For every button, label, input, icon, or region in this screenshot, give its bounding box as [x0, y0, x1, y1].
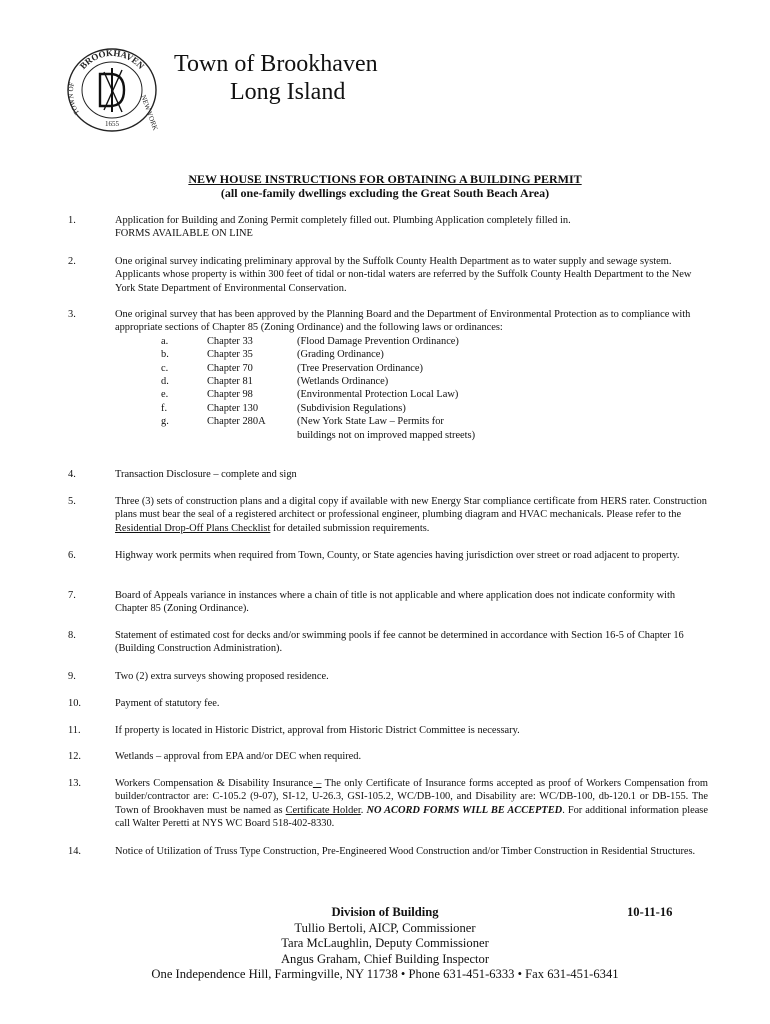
item-text: The only Certificate of Insurance forms accepted as proof of Workers Compensation from builder/contractor are: C-105.2 (9-07), SI-12, U-26.3, GSI-105.2, WC/DB-100, and Disability are: WC/DB-100, db-120.1 or DB-155. The Town of Brookhaven must be named as: [115, 778, 708, 816]
seal-text-top: BROOKHAVEN: [77, 47, 147, 71]
item-number: 9.: [68, 671, 76, 682]
item-text-end: for detailed submission requirements.: [270, 522, 430, 534]
item-number: 12.: [68, 751, 81, 762]
certificate-holder: Certificate Holder: [285, 804, 361, 816]
item-text-forms-online: FORMS AVAILABLE ON LINE: [115, 228, 253, 240]
item-text-contact: . For additional information please call Walter Peretti at NYS WC Board 518-402-8330.: [115, 804, 708, 830]
town-seal-logo: [62, 44, 162, 134]
town-name: Town of Brookhaven: [174, 51, 378, 77]
item-number: 2.: [68, 256, 76, 267]
sub-item-a: a. Chapter 33 (Flood Damage Prevention Ordinance): [161, 335, 459, 347]
sub-item-g-continued: buildings not on improved mapped streets): [297, 429, 476, 441]
item-number: 1.: [68, 215, 76, 226]
item-text: Two (2) extra surveys showing proposed residence.: [115, 671, 329, 682]
item-text: Application for Building and Zoning Permit completely filled out. Plumbing Application completely filled in.: [115, 215, 571, 226]
item-number: 14.: [68, 846, 81, 857]
acord-warning: NO ACORD FORMS WILL BE ACCEPTED: [366, 804, 563, 816]
item-number: 4.: [68, 469, 76, 480]
item-text: One original survey indicating preliminary approval by the Suffolk County Health Department as to water supply and sewage system. Applicants whose property is within 300 feet of tidal or non-tidal waters are referred by the Suffolk County Health Department to the New York State Department of Environmental Conservation.: [115, 256, 692, 294]
item-number: 11.: [68, 725, 81, 736]
list-item-14: [68, 845, 708, 858]
chief-inspector: Angus Graham, Chief Building Inspector: [280, 951, 490, 966]
deputy-commissioner: Tara McLaughlin, Deputy Commissioner: [281, 936, 489, 951]
list-item-11: [68, 724, 708, 737]
sub-item-e: e. Chapter 98 (Environmental Protection Local Law): [161, 389, 459, 401]
list-item-6: [68, 549, 708, 562]
item-text: Highway work permits when required from Town, County, or State agencies having jurisdiction over street or road adjacent to property.: [115, 550, 680, 561]
list-item-9: [68, 670, 708, 683]
commissioner: Tullio Bertoli, AICP, Commissioner: [294, 920, 476, 935]
item-number: 6.: [68, 550, 76, 561]
item-text: One original survey that has been approved by the Planning Board and the Department of Environmental Protection as to compliance with appropriate sections of Chapter 85 (Zoning Ordinance) and the following laws or ordinances:: [115, 309, 691, 334]
item-text: Transaction Disclosure – complete and sign: [115, 469, 297, 480]
contact-address: One Independence Hill, Farmingville, NY 11738 • Phone 631-451-6333 • Fax 631-451-6341: [151, 967, 619, 982]
list-item-5: [68, 495, 708, 535]
seal-text-right: NEW YORK: [139, 93, 160, 132]
sub-item-g: g. Chapter 280A (New York State Law – Permits for: [161, 416, 444, 428]
list-item-10: [68, 697, 708, 710]
heading-dash: –: [312, 778, 322, 789]
punctuation: .: [360, 804, 367, 816]
list-item-12: [68, 750, 708, 763]
list-item-7: [68, 589, 708, 616]
plans-checklist-link[interactable]: Residential Drop-Off Plans Checklist: [115, 522, 271, 534]
document-subtitle: (all one-family dwellings excluding the Great South Beach Area): [220, 186, 550, 200]
division-name: Division of Building: [331, 905, 439, 919]
item-text: Three (3) sets of construction plans and a digital copy if available with new Energy Star compliance certificate from HERS rater. Construction plans must bear the seal of a registered architect or professional engineer, plumbing diagram and HVAC mechanicals. Please refer to the: [115, 496, 707, 521]
sub-item-f: f. Chapter 130 (Subdivision Regulations): [161, 402, 406, 414]
item-number: 10.: [68, 698, 81, 709]
list-item-2: [68, 255, 708, 295]
item-text: If property is located in Historic District, approval from Historic District Committee is necessary.: [115, 725, 520, 736]
svg-text:BROOKHAVEN: [78, 48, 147, 71]
list-item-13: [68, 777, 708, 831]
item-number: 7.: [68, 590, 76, 601]
item-text: Notice of Utilization of Truss Type Construction, Pre-Engineered Wood Construction and/or Timber Construction in Residential Structures.: [115, 846, 696, 857]
workers-comp-heading: Workers Compensation & Disability Insurance: [115, 778, 313, 789]
document-date: 10-11-16: [627, 905, 673, 919]
item-number: 8.: [68, 630, 76, 641]
item-number: 5.: [68, 496, 76, 507]
seal-year: 1655: [105, 120, 119, 128]
item-number: 13.: [68, 778, 81, 789]
item-number: 3.: [68, 309, 76, 320]
seal-text-left: TOWN OF: [66, 81, 82, 117]
item-text: Statement of estimated cost for decks and/or swimming pools if fee cannot be determined in accordance with Section 16-5 of Chapter 16 (Building Construction Administration).: [115, 630, 684, 655]
list-item-1: [68, 214, 708, 241]
town-heading: [174, 50, 378, 106]
item-text: Wetlands – approval from EPA and/or DEC when required.: [115, 751, 362, 762]
list-item-4: [68, 468, 708, 481]
item-text: Payment of statutory fee.: [115, 698, 220, 709]
list-item-8: [68, 629, 708, 656]
sub-item-b: b. Chapter 35 (Grading Ordinance): [161, 349, 384, 361]
sub-item-c: c. Chapter 70 (Tree Preservation Ordinance): [161, 362, 423, 374]
item-text: Board of Appeals variance in instances where a chain of title is not applicable and where application does not indicate conformity with Chapter 85 (Zoning Ordinance).: [115, 590, 676, 615]
sub-item-d: d. Chapter 81 (Wetlands Ordinance): [161, 376, 389, 388]
document-title: NEW HOUSE INSTRUCTIONS FOR OBTAINING A BUILDING PERMIT: [188, 172, 582, 186]
list-item-3: [68, 308, 708, 442]
town-location: Long Island: [230, 79, 346, 105]
